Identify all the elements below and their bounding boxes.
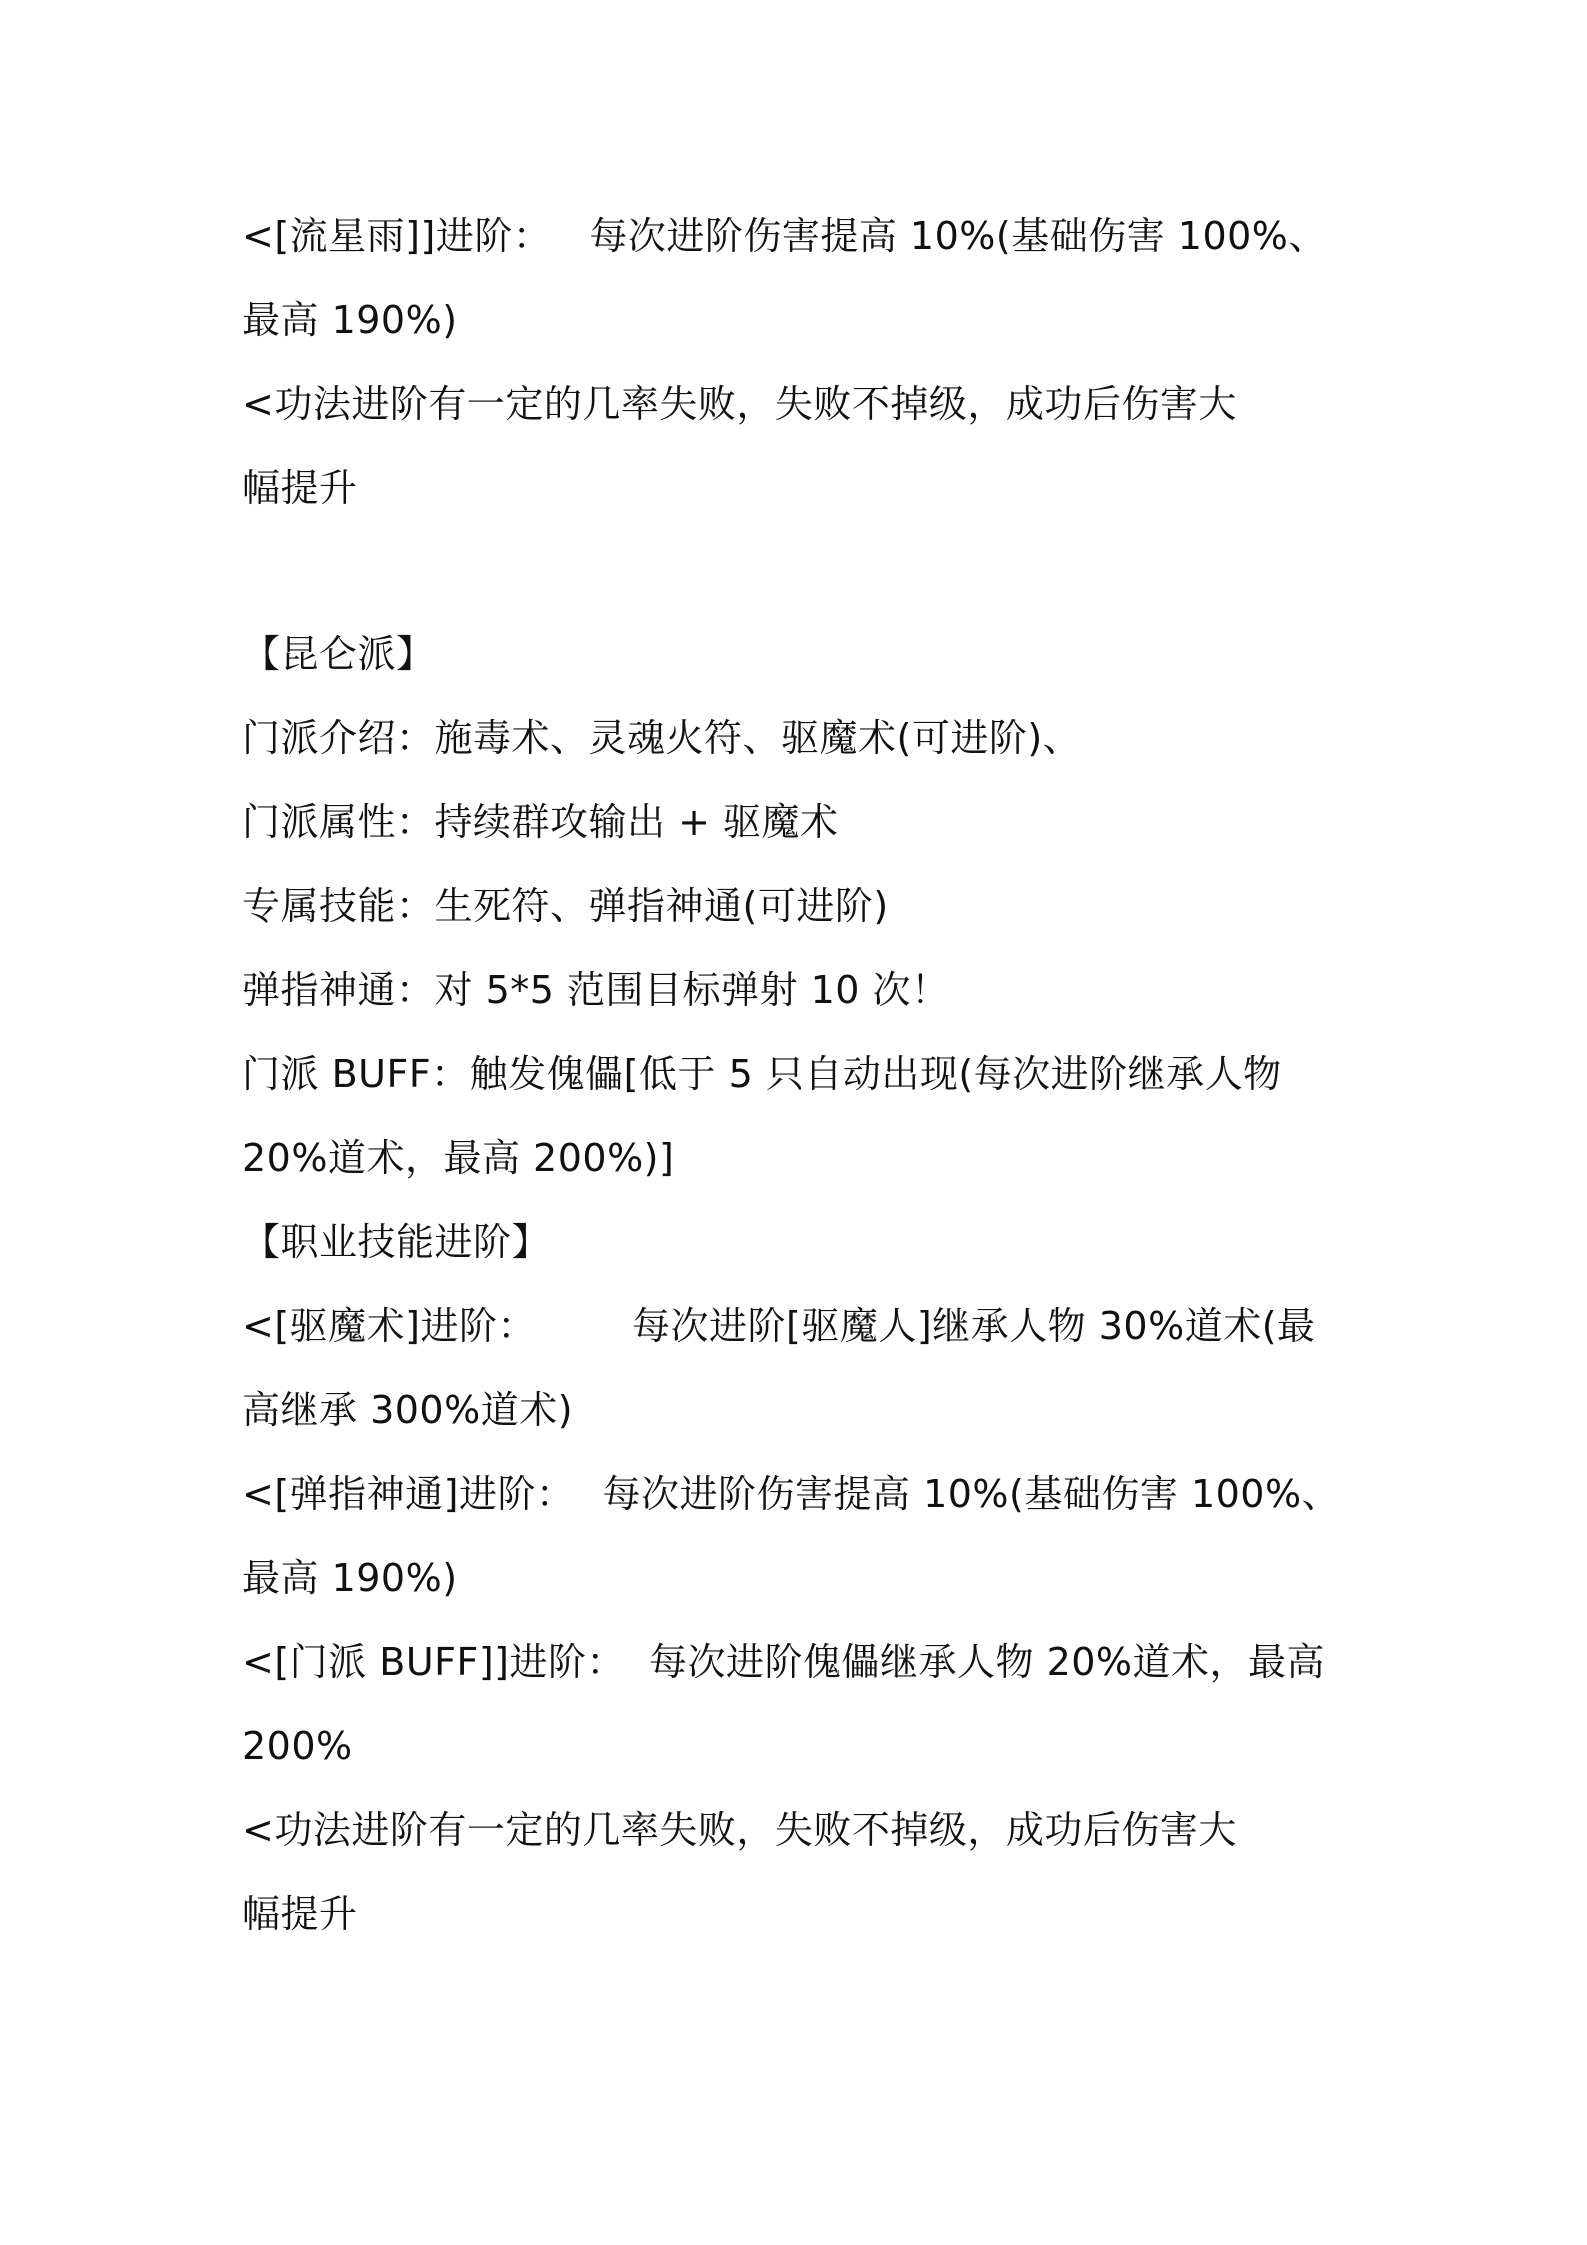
tanzhi-description: 弹指神通：对 5*5 范围目标弹射 10 次！ [242,968,950,1012]
buff-advance-text: 每次进阶傀儡继承人物 20%道术，最高 [649,1640,1326,1684]
liuxingyu-advance-line [242,211,1362,261]
kunlun-heading: 【昆仑派】 [242,632,435,676]
tanzhi-advance-text: 每次进阶伤害提高 10%(基础伤害 100%、 [602,1472,1341,1516]
qumo-advance-label: <[驱魔术]进阶： [242,1304,536,1348]
sect-buff-line-2: 20%道术，最高 200%)] [242,1136,675,1180]
advance-heading: 【职业技能进阶】 [242,1220,551,1264]
tanzhi-advance-label: <[弹指神通]进阶： [242,1472,575,1516]
qumo-advance-line-2: 高继承 300%道术) [242,1388,574,1432]
advance-note-line-1: <功法进阶有一定的几率失败，失败不掉级，成功后伤害大 [242,1808,1237,1852]
tanzhi-advance-line-2: 最高 190%) [242,1556,458,1600]
qumo-advance-line [242,1301,1362,1351]
sect-attributes: 门派属性：持续群攻输出 + 驱魔术 [242,800,839,844]
buff-advance-line-2: 200% [242,1724,353,1768]
sect-buff-line-1: 门派 BUFF：触发傀儡[低于 5 只自动出现(每次进阶继承人物 [242,1052,1282,1096]
buff-advance-label: <[门派 BUFF]]进阶： [242,1640,625,1684]
skill-note-line-1: <功法进阶有一定的几率失败，失败不掉级，成功后伤害大 [242,382,1237,426]
liuxingyu-advance-text: 每次进阶伤害提高 10%(基础伤害 100%、 [589,214,1327,258]
skill-note-line-2: 幅提升 [242,466,358,510]
qumo-advance-text: 每次进阶[驱魔人]继承人物 30%道术(最 [632,1304,1316,1348]
sect-intro: 门派介绍：施毒术、灵魂火符、驱魔术(可进阶)、 [242,716,1082,760]
tanzhi-advance-line [242,1469,1362,1519]
advance-note-line-2: 幅提升 [242,1892,358,1936]
liuxingyu-advance-line-2: 最高 190%) [242,298,458,342]
sect-skills: 专属技能：生死符、弹指神通(可进阶) [242,884,889,928]
buff-advance-line [242,1637,1362,1687]
liuxingyu-advance-label: <[流星雨]]进阶： [242,214,552,258]
